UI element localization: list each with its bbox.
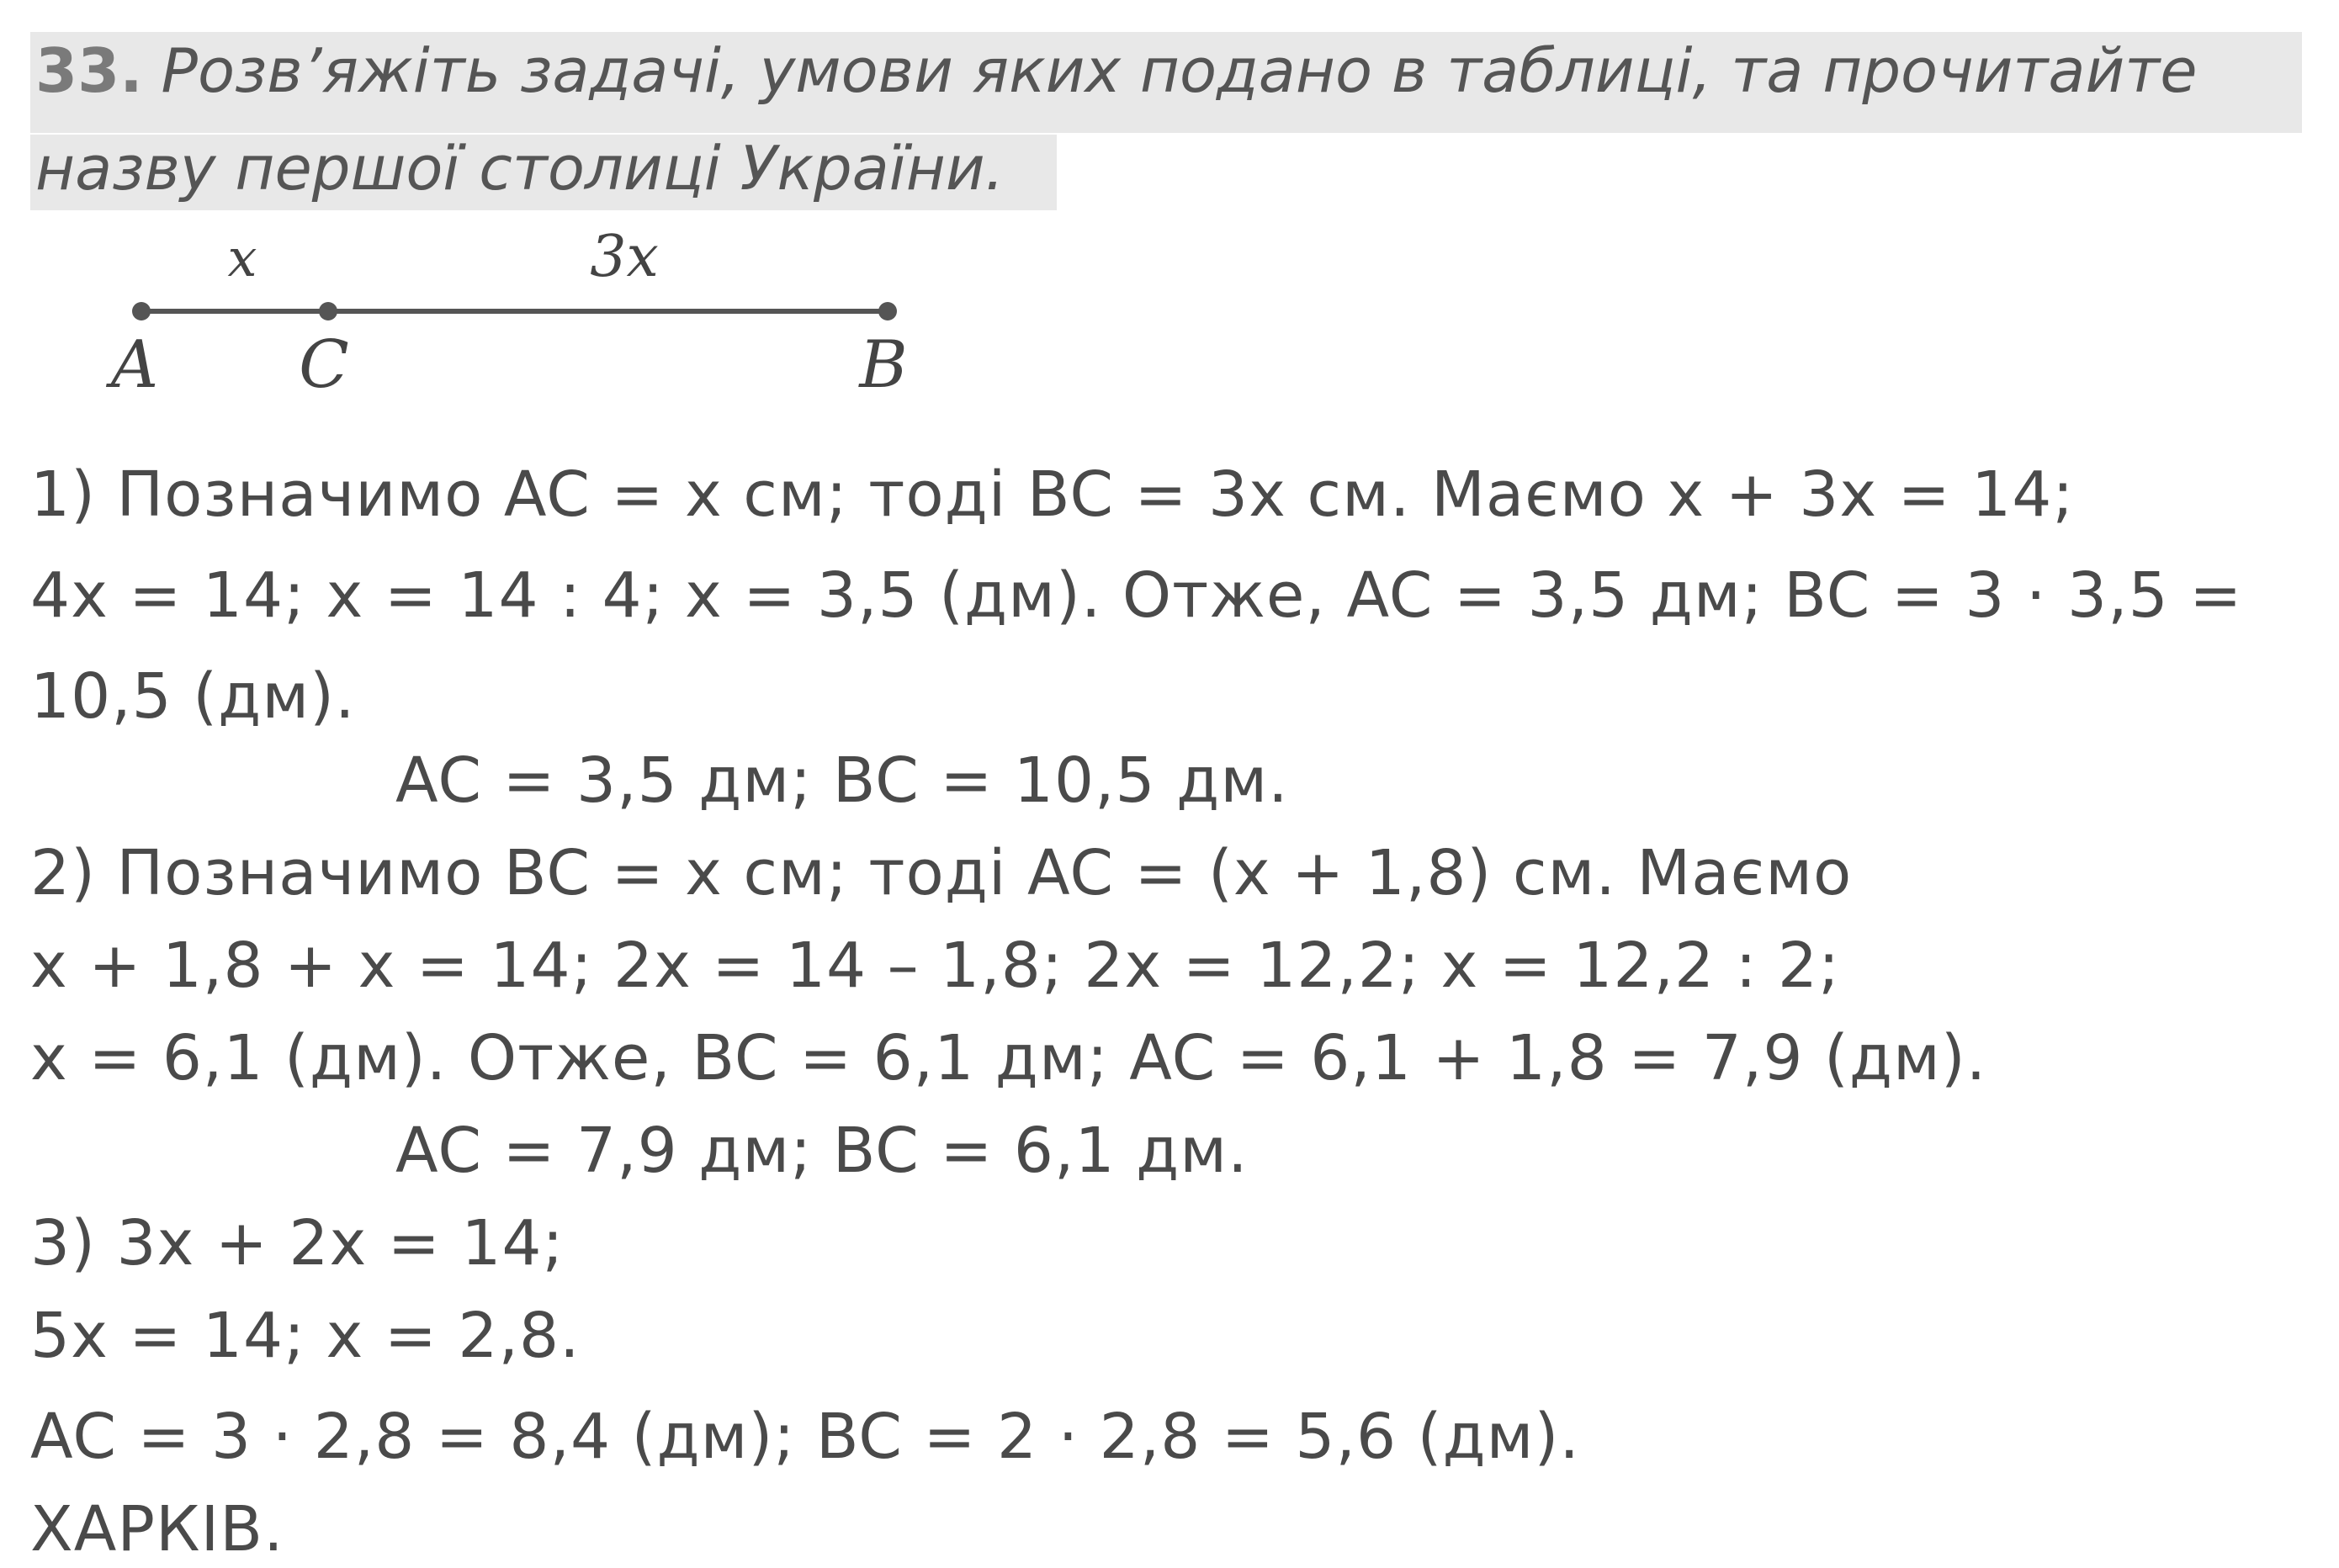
task-number: 33. (35, 35, 143, 106)
task-heading (35, 35, 2198, 106)
solution-line: 1) Позначимо AC = x см; тоді BC = 3x см. Маємо x + 3x = 14; (30, 458, 2075, 531)
segment-diagram (84, 219, 1010, 412)
solution-line: 5x = 14; x = 2,8. (30, 1300, 581, 1372)
solution-line: 2) Позначимо BC = x см; тоді AC = (x + 1,8) см. Маємо (30, 837, 1853, 909)
final-answer: ХАРКІВ. (30, 1493, 284, 1565)
label-point-b: B (859, 327, 908, 403)
answer-line: AC = 3,5 дм; BC = 10,5 дм. (395, 744, 1289, 817)
solution-line: x + 1,8 + x = 14; 2x = 14 – 1,8; 2x = 12,2; x = 12,2 : 2; (30, 930, 1841, 1002)
solution-line: x = 6,1 (дм). Отже, BC = 6,1 дм; AC = 6,1 + 1,8 = 7,9 (дм). (30, 1022, 1987, 1094)
solution-line: 4x = 14; x = 14 : 4; x = 3,5 (дм). Отже, AC = 3,5 дм; BC = 3 · 3,5 = (30, 559, 2243, 632)
point-c-dot (319, 302, 337, 320)
point-b-dot (878, 302, 897, 320)
solution-line: 3) 3x + 2x = 14; (30, 1207, 565, 1279)
label-point-c: C (299, 327, 349, 403)
task-text-line2: назву першої столиці України. (35, 133, 1005, 204)
task-text-line1: Розв’яжіть задачі, умови яких подано в таблиці, та прочитайте (161, 35, 2198, 106)
label-point-a: A (110, 327, 159, 403)
solution-line: AC = 3 · 2,8 = 8,4 (дм); BC = 2 · 2,8 = 5,6 (дм). (30, 1401, 1580, 1473)
solution-line: 10,5 (дм). (30, 660, 356, 733)
label-x: x (227, 227, 257, 289)
point-a-dot (132, 302, 151, 320)
answer-line: AC = 7,9 дм; BC = 6,1 дм. (395, 1115, 1249, 1187)
label-3x: 3x (590, 224, 659, 290)
